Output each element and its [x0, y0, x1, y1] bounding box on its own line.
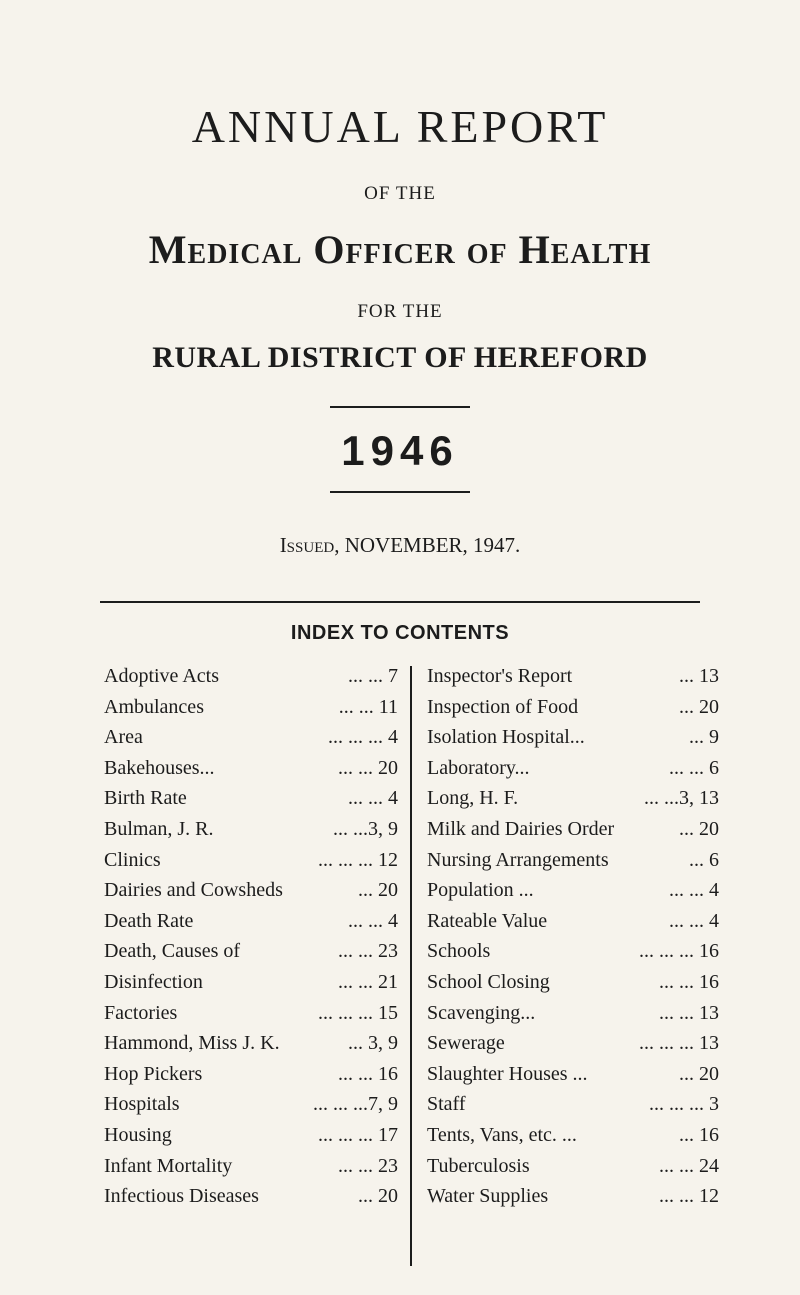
index-topic: Bulman, J. R.	[104, 817, 214, 840]
index-entry	[427, 940, 719, 971]
index-topic: Area	[104, 726, 143, 749]
index-topic: Clinics	[104, 848, 161, 871]
index-entry	[427, 849, 719, 880]
subtitle-for-the: FOR THE	[357, 301, 443, 322]
index-pages: ... ... ... 16	[639, 940, 719, 963]
index-pages: ... 9	[689, 726, 719, 749]
index-pages: ... ... 12	[659, 1185, 719, 1208]
index-topic: Infant Mortality	[104, 1154, 233, 1177]
index-topic: Long, H. F.	[427, 787, 519, 810]
index-topic: Water Supplies	[427, 1185, 549, 1208]
index-pages: ... ... ... 15	[318, 1001, 398, 1024]
index-topic: Sewerage	[427, 1032, 505, 1055]
index-pages: ... ... 4	[669, 909, 719, 932]
index-entry	[104, 1032, 398, 1063]
index-entry	[427, 1093, 719, 1124]
index-pages: ... ... ...7, 9	[313, 1093, 398, 1116]
index-topic: Milk and Dairies Order	[427, 817, 615, 840]
index-pages: ... ... 23	[338, 1154, 398, 1177]
divider-top	[330, 406, 470, 408]
issue-line	[0, 533, 800, 558]
index-entry	[104, 1063, 398, 1094]
index-pages: ... ... ... 3	[649, 1093, 719, 1116]
index-pages: ... ... 7	[348, 665, 398, 687]
section-divider	[100, 601, 700, 603]
index-pages: ... ... 4	[669, 879, 719, 902]
index-entry	[104, 1185, 398, 1216]
issued-label: Issued,	[279, 533, 340, 557]
index-pages: ... 16	[679, 1123, 719, 1146]
index-pages: ... ... 16	[659, 970, 719, 993]
index-entry	[104, 665, 398, 696]
column-divider	[410, 666, 412, 1266]
district-name: RURAL DISTRICT OF HEREFORD	[152, 341, 648, 374]
index-topic: Inspection of Food	[427, 695, 579, 718]
divider-bottom	[330, 491, 470, 493]
index-topic: Laboratory...	[427, 756, 530, 779]
index-topic: Scavenging...	[427, 1001, 536, 1024]
index-topic: Hospitals	[104, 1093, 180, 1116]
index-topic: Bakehouses...	[104, 756, 215, 779]
index-pages: ... ... 23	[338, 940, 398, 963]
index-entry	[427, 1032, 719, 1063]
index-pages: ... 20	[679, 1062, 719, 1085]
index-pages: ... ... 16	[338, 1062, 398, 1085]
index-pages: ... ... 6	[669, 756, 719, 779]
index-pages: ... ... 4	[348, 787, 398, 810]
index-topic: Disinfection	[104, 970, 203, 993]
report-year: 1946	[341, 427, 459, 474]
index-entry	[427, 1063, 719, 1094]
index-pages: ... ... 20	[338, 756, 398, 779]
index-pages: ... 13	[679, 665, 719, 687]
index-topic: Factories	[104, 1001, 178, 1024]
report-title: ANNUAL REPORT	[191, 101, 609, 152]
index-topic: Adoptive Acts	[104, 665, 219, 687]
index-topic: Death, Causes of	[104, 940, 241, 963]
index-pages: ... 20	[358, 1185, 398, 1208]
index-topic: Dairies and Cowsheds	[104, 879, 283, 902]
index-pages: ... ... 13	[659, 1001, 719, 1024]
index-entry	[427, 787, 719, 818]
index-pages: ... ... 24	[659, 1154, 719, 1177]
index-pages: ... ... 21	[338, 970, 398, 993]
index-column-left	[104, 665, 398, 1216]
subtitle-of-the: OF THE	[364, 183, 436, 204]
index-entry	[427, 665, 719, 696]
index-entry	[427, 696, 719, 727]
index-pages: ... 6	[689, 848, 719, 871]
index-topic: School Closing	[427, 970, 550, 993]
index-pages: ... ... ... 17	[318, 1123, 398, 1146]
index-pages: ... 20	[679, 817, 719, 840]
index-topic: Nursing Arrangements	[427, 848, 609, 871]
index-entry	[104, 910, 398, 941]
index-entry	[427, 1185, 719, 1216]
index-column-right	[427, 665, 719, 1216]
index-pages: ... ... ... 4	[328, 726, 398, 749]
index-topic: Rateable Value	[427, 909, 548, 932]
index-entry	[104, 726, 398, 757]
index-entry	[104, 696, 398, 727]
index-entry	[104, 818, 398, 849]
index-topic: Ambulances	[104, 695, 204, 718]
index-topic: Death Rate	[104, 909, 194, 932]
index-topic: Tuberculosis	[427, 1154, 530, 1177]
officer-title: Medical Officer of Health	[148, 227, 652, 272]
index-pages: ... ... ... 12	[318, 848, 398, 871]
issued-date: NOVEMBER, 1947.	[344, 533, 521, 557]
index-topic: Hammond, Miss J. K.	[104, 1032, 280, 1055]
index-topic: Isolation Hospital...	[427, 726, 585, 749]
index-entry	[104, 849, 398, 880]
index-entry	[104, 787, 398, 818]
index-entry	[104, 971, 398, 1002]
index-topic: Population ...	[427, 879, 534, 902]
index-entry	[427, 971, 719, 1002]
index-entry	[427, 879, 719, 910]
index-topic: Hop Pickers	[104, 1062, 203, 1085]
index-topic: Tents, Vans, etc. ...	[427, 1123, 577, 1146]
index-entry	[104, 1124, 398, 1155]
index-entry	[427, 1124, 719, 1155]
index-pages: ... 20	[679, 695, 719, 718]
index-topic: Housing	[104, 1123, 172, 1146]
index-topic: Birth Rate	[104, 787, 187, 810]
index-entry	[104, 879, 398, 910]
index-pages: ... ...3, 13	[644, 787, 719, 810]
index-heading: INDEX TO CONTENTS	[290, 622, 510, 644]
index-topic: Staff	[427, 1093, 466, 1116]
index-topic: Schools	[427, 940, 491, 963]
index-pages: ... ... 4	[348, 909, 398, 932]
index-entry	[104, 940, 398, 971]
index-pages: ... 20	[358, 879, 398, 902]
index-pages: ... ... ... 13	[639, 1032, 719, 1055]
index-entry	[104, 757, 398, 788]
index-topic: Slaughter Houses ...	[427, 1062, 588, 1085]
index-pages: ... ...3, 9	[333, 817, 398, 840]
index-entry	[104, 1093, 398, 1124]
index-entry	[427, 818, 719, 849]
index-pages: ... 3, 9	[348, 1032, 398, 1055]
index-pages: ... ... 11	[338, 695, 398, 718]
index-entry	[427, 1155, 719, 1186]
index-entry	[427, 1002, 719, 1033]
index-entry	[427, 726, 719, 757]
index-entry	[104, 1002, 398, 1033]
index-topic: Infectious Diseases	[104, 1185, 259, 1208]
index-entry	[427, 910, 719, 941]
index-entry	[104, 1155, 398, 1186]
index-topic: Inspector's Report	[427, 665, 573, 687]
index-entry	[427, 757, 719, 788]
